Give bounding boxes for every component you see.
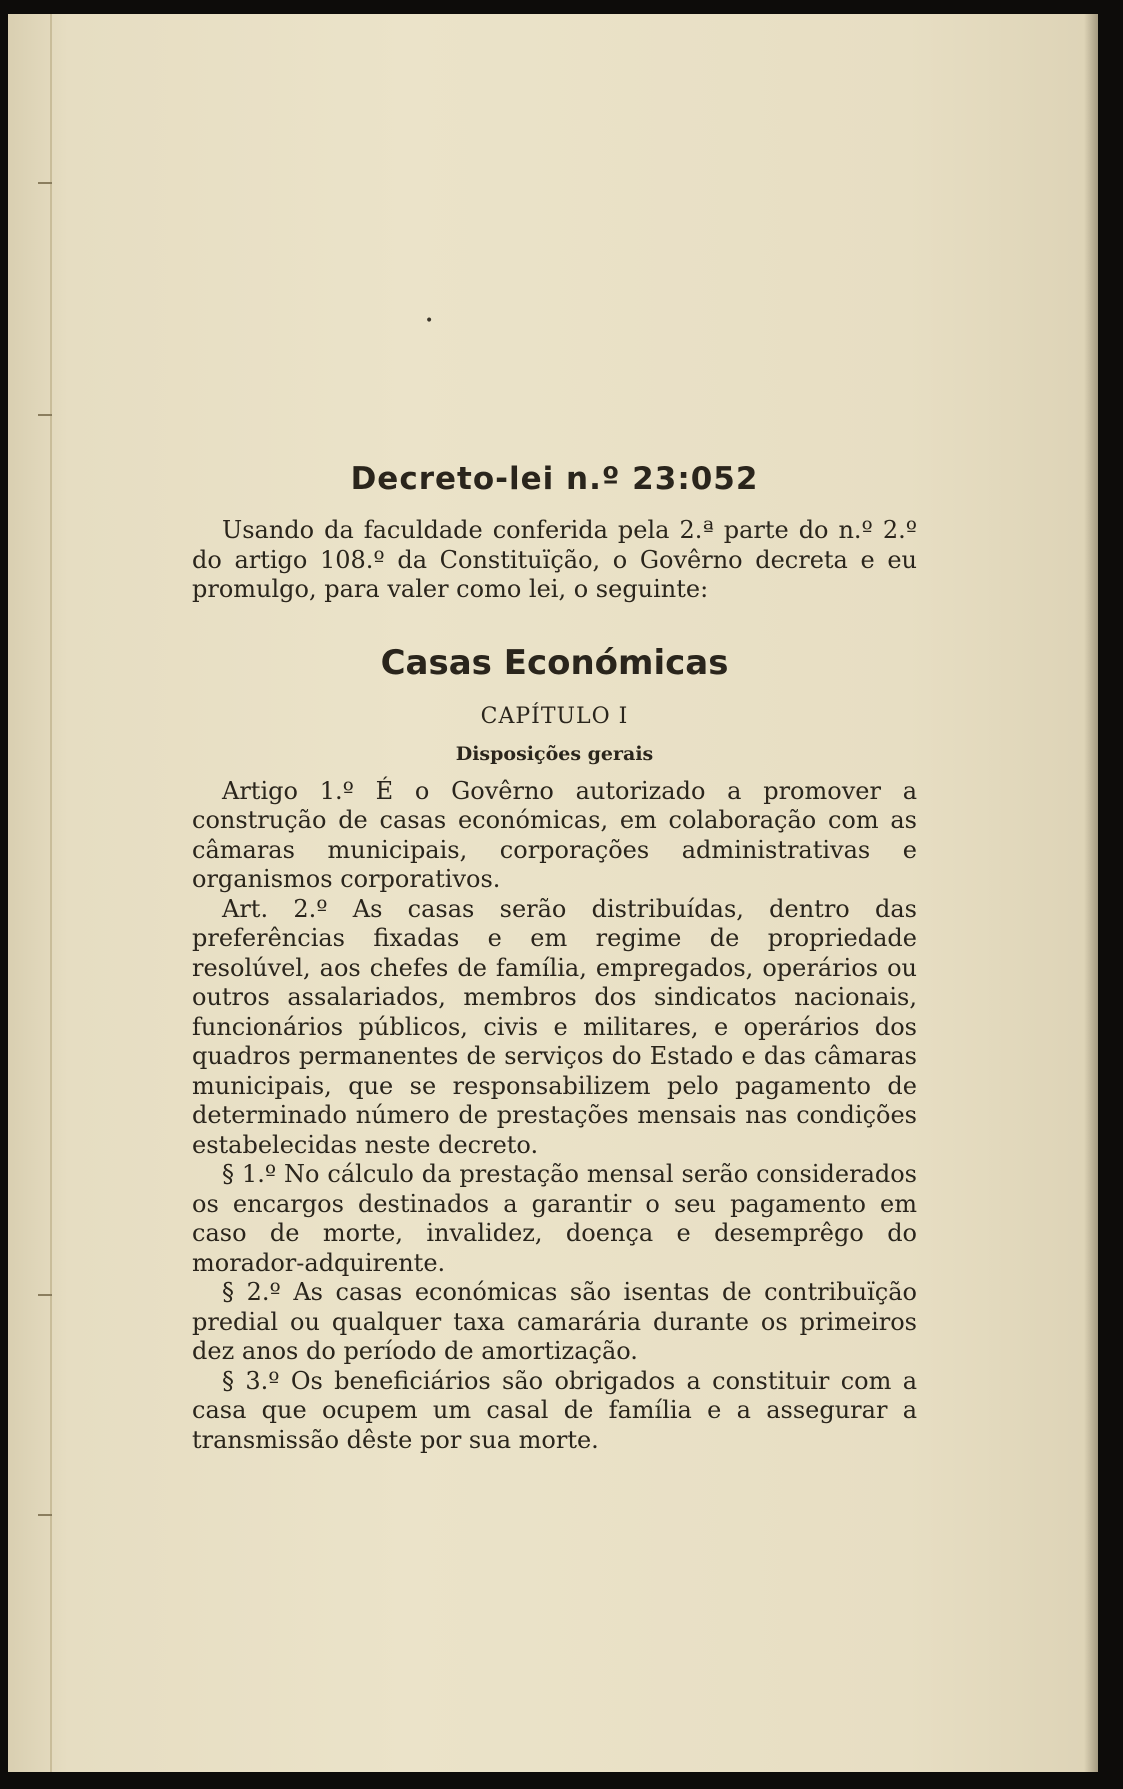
chapter-subheading: Disposições gerais bbox=[455, 742, 654, 765]
section-title: Casas Económicas bbox=[380, 642, 729, 683]
chapter-heading: CAPÍTULO I bbox=[480, 703, 629, 729]
article-2-paragraph-2: § 2.º As casas económicas são isentas de contribuïção predial ou qualquer taxa camarária durante os primeiros dez anos do período de amortização. bbox=[192, 1278, 917, 1366]
decree-preamble: Usando da faculdade conferida pela 2.ª parte do n.º 2.º do artigo 108.º da Constituïção, o Govêrno decreta e eu promulgo, para valer como lei, o seguinte: bbox=[192, 516, 917, 604]
margin-mark bbox=[38, 182, 52, 184]
article-2-paragraph-1: § 1.º No cálculo da prestação mensal serão considerados os encargos destinados a garantir o seu pagamento em caso de morte, invalidez, doença e desemprêgo do morador-adquirente. bbox=[192, 1160, 917, 1277]
margin-mark bbox=[38, 414, 52, 416]
article-1: Artigo 1.º É o Govêrno autorizado a promover a construção de casas económicas, em colaboração com as câmaras municipais, corporações administrativas e organismos corporativos. bbox=[192, 776, 917, 894]
binding-gutter bbox=[50, 14, 52, 1772]
page-edge-shadow bbox=[1084, 14, 1098, 1772]
article-2-paragraph-3: § 3.º Os beneficiários são obrigados a constituir com a casa que ocupem um casal de família e a assegurar a transmissão dêste por sua morte. bbox=[192, 1366, 917, 1454]
document-body bbox=[192, 462, 917, 1455]
article-2: Art. 2.º As casas serão distribuídas, dentro das preferências fixadas e em regime de propriedade resolúvel, aos chefes de família, empregados, operários ou outros assalariados, membros dos sindicatos nacionais, funcionários públicos, civis e militares, e operários dos quadros permanentes de serviços do Estado e das câmaras municipais, que se responsabilizem pelo pagamento de determinado número de prestações mensais nas condições estabelecidas neste decreto. bbox=[192, 894, 917, 1159]
margin-mark bbox=[38, 1294, 52, 1296]
ink-speck: • bbox=[425, 313, 434, 329]
decree-title: Decreto-lei n.º 23:052 bbox=[350, 461, 759, 497]
margin-mark bbox=[38, 1514, 52, 1516]
